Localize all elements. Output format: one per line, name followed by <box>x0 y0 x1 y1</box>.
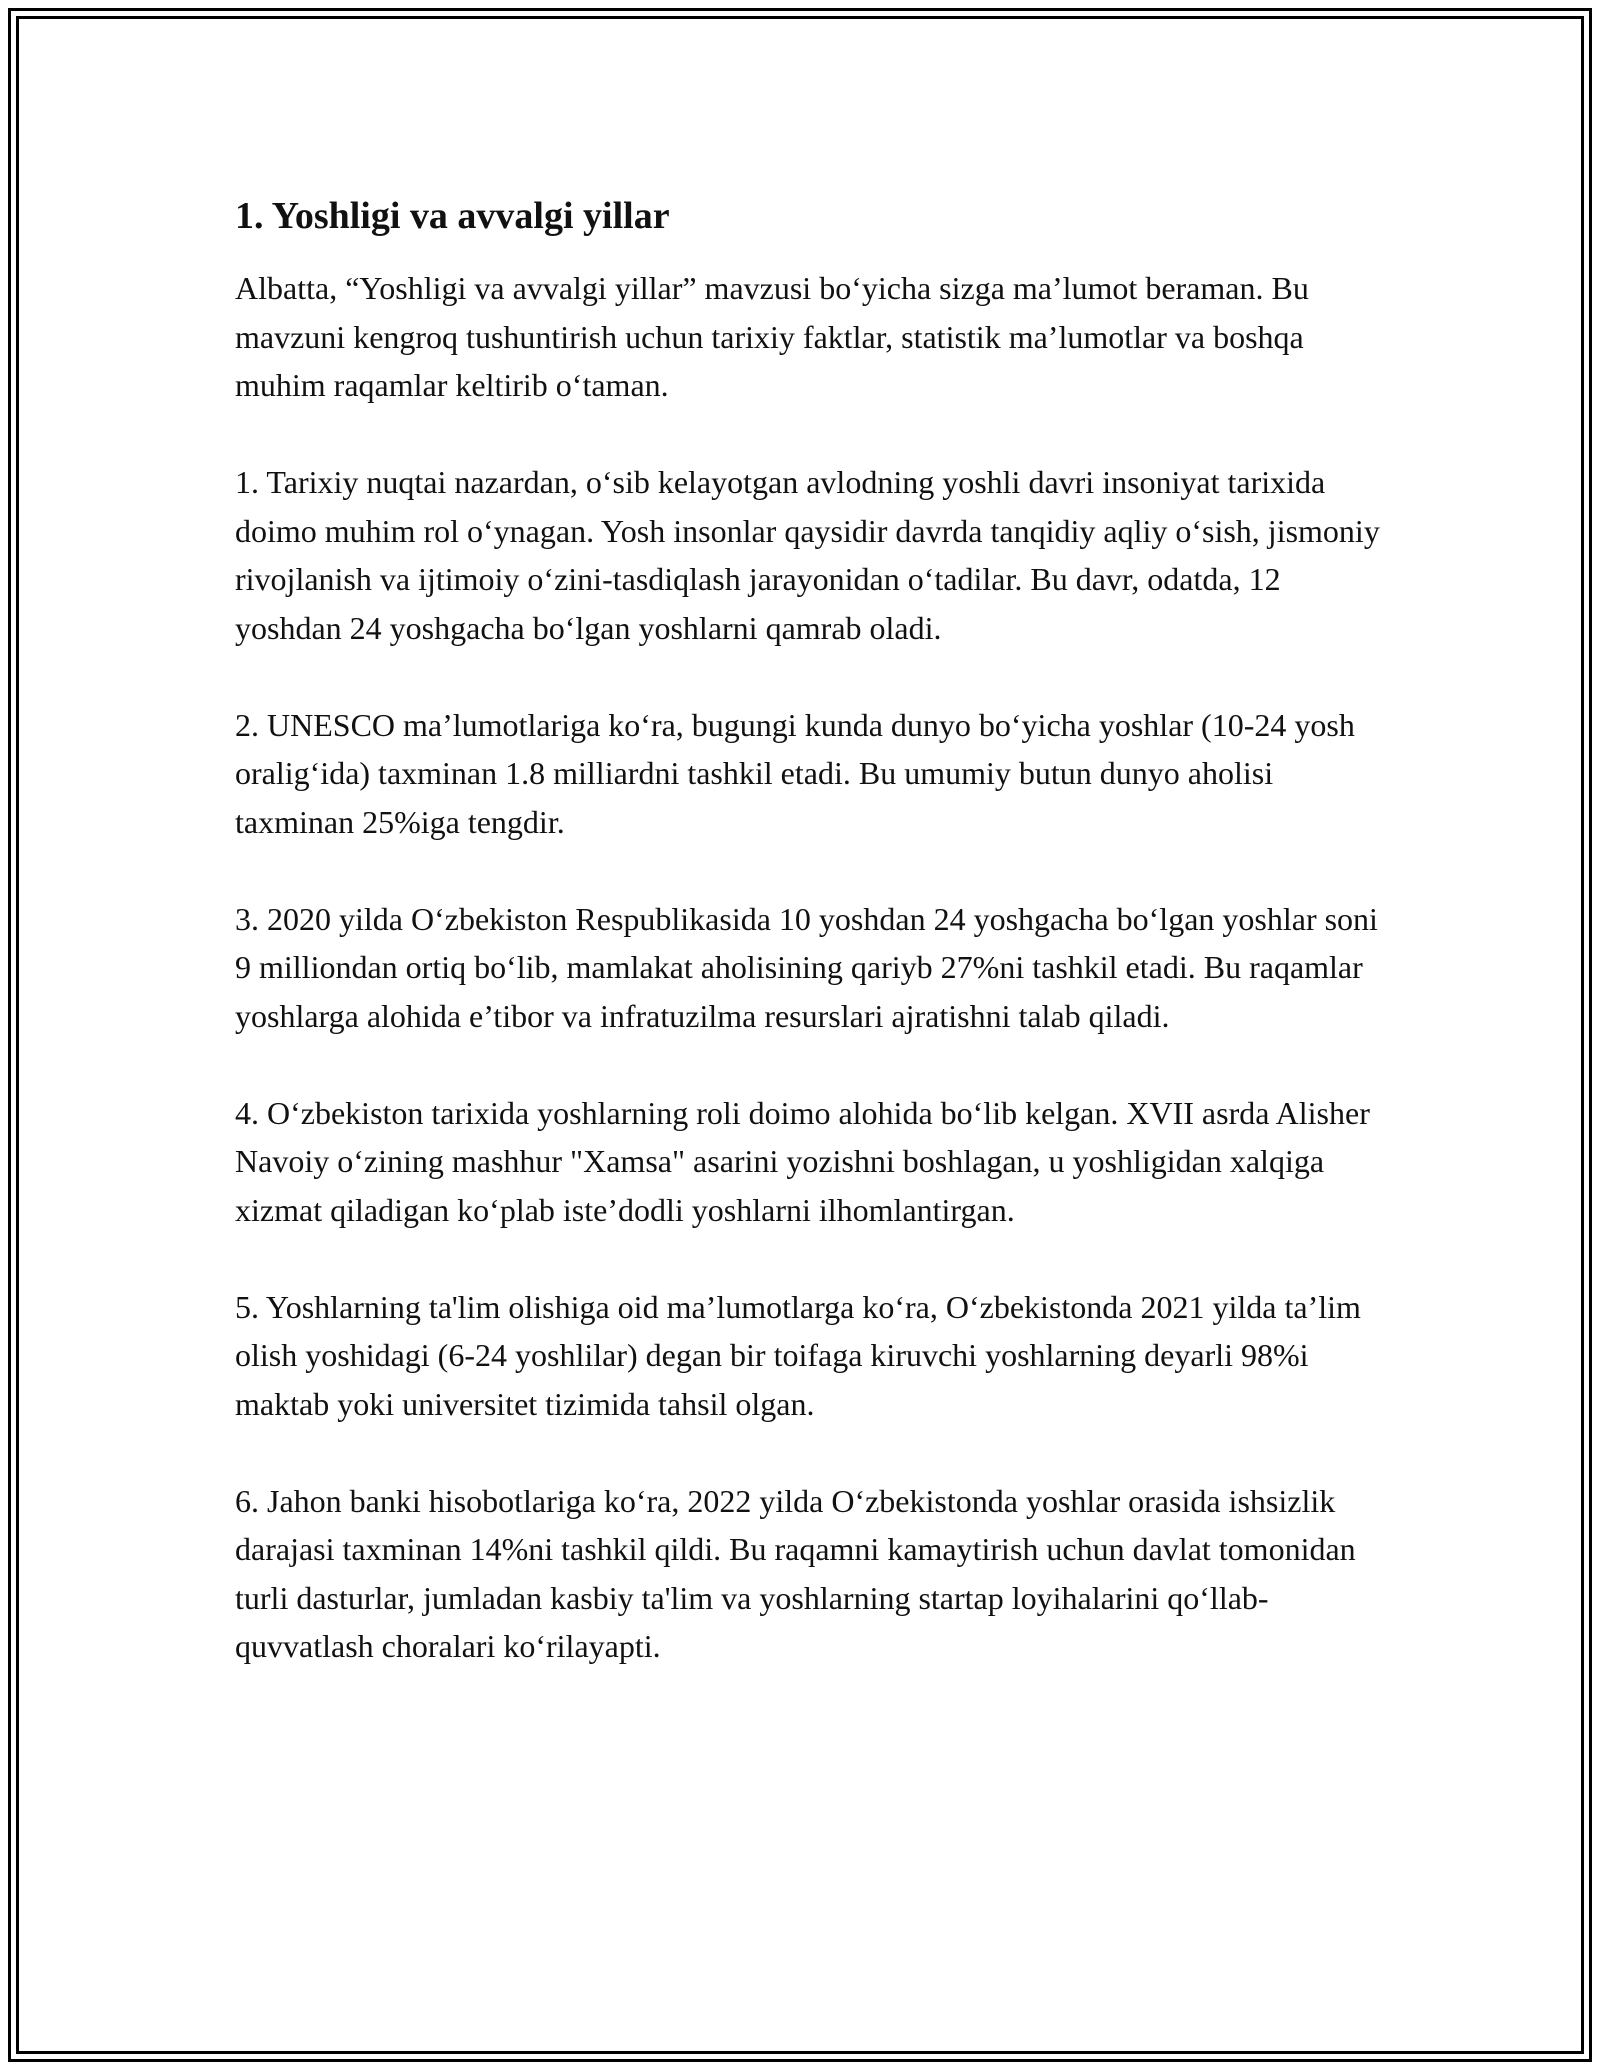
paragraph-1: 1. Tarixiy nuqtai nazardan, o‘sib kelayotgan avlodning yoshli davri insoniyat tarixida doimo muhim rol o‘ynagan. Yosh insonlar qaysidir davrda tanqidiy aqliy o‘sish, jismoniy rivojlanish va ijtimoiy o‘zini-tasdiqlash jarayonidan o‘tadilar. Bu davr, odatda, 12 yoshdan 24 yoshgacha bo‘lgan yoshlarni qamrab oladi. <box>235 464 1380 646</box>
document-title: 1. Yoshligi va avvalgi yillar <box>235 195 670 237</box>
paragraph-intro: Albatta, “Yoshligi va avvalgi yillar” mavzusi bo‘yicha sizga ma’lumot beraman. Bu mavzuni kengroq tushuntirish uchun tarixiy faktlar, statistik ma’lumotlar va boshqa muhim raqamlar keltirib o‘taman. <box>235 270 1309 403</box>
paragraph-5: 5. Yoshlarning ta'lim olishiga oid ma’lumotlarga ko‘ra, O‘zbekistonda 2021 yilda ta’lim olish yoshidagi (6-24 yoshlilar) degan bir toifaga kiruvchi yoshlarning deyarli 98%i maktab yoki universitet tizimida tahsil olgan. <box>235 1288 1361 1422</box>
paragraph-3: 3. 2020 yilda O‘zbekiston Respublikasida 10 yoshdan 24 yoshgacha bo‘lgan yoshlar soni 9 milliondan ortiq bo‘lib, mamlakat aholisining qariyb 27%ni tashkil etadi. Bu raqamlar yoshlarga alohida e’tibor va infratuzilma resurslari ajratishni talab qiladi. <box>235 900 1378 1034</box>
paragraph-4: 4. O‘zbekiston tarixida yoshlarning roli doimo alohida bo‘lib kelgan. XVII asrda Alisher Navoiy o‘zining mashhur "Xamsa" asarini yozishni boshlagan, u yoshligidan xalqiga xizmat qiladigan ko‘plab iste’dodli yoshlarni ilhomlantirgan. <box>235 1094 1370 1228</box>
paragraph-2: 2. UNESCO ma’lumotlariga ko‘ra, bugungi kunda dunyo bo‘yicha yoshlar (10-24 yosh oralig‘ida) taxminan 1.8 milliardni tashkil etadi. Bu umumiy butun dunyo aholisi taxminan 25%iga tengdir. <box>235 706 1355 840</box>
document-body <box>235 188 1395 1719</box>
paragraph-6: 6. Jahon banki hisobotlariga ko‘ra, 2022 yilda O‘zbekistonda yoshlar orasida ishsizlik darajasi taxminan 14%ni tashkil qildi. Bu raqamni kamaytirish uchun davlat tomonidan turli dasturlar, jumladan kasbiy ta'lim va yoshlarning startap loyihalarini qo‘llab-quvvatlash choralari ko‘rilayapti. <box>235 1482 1356 1664</box>
